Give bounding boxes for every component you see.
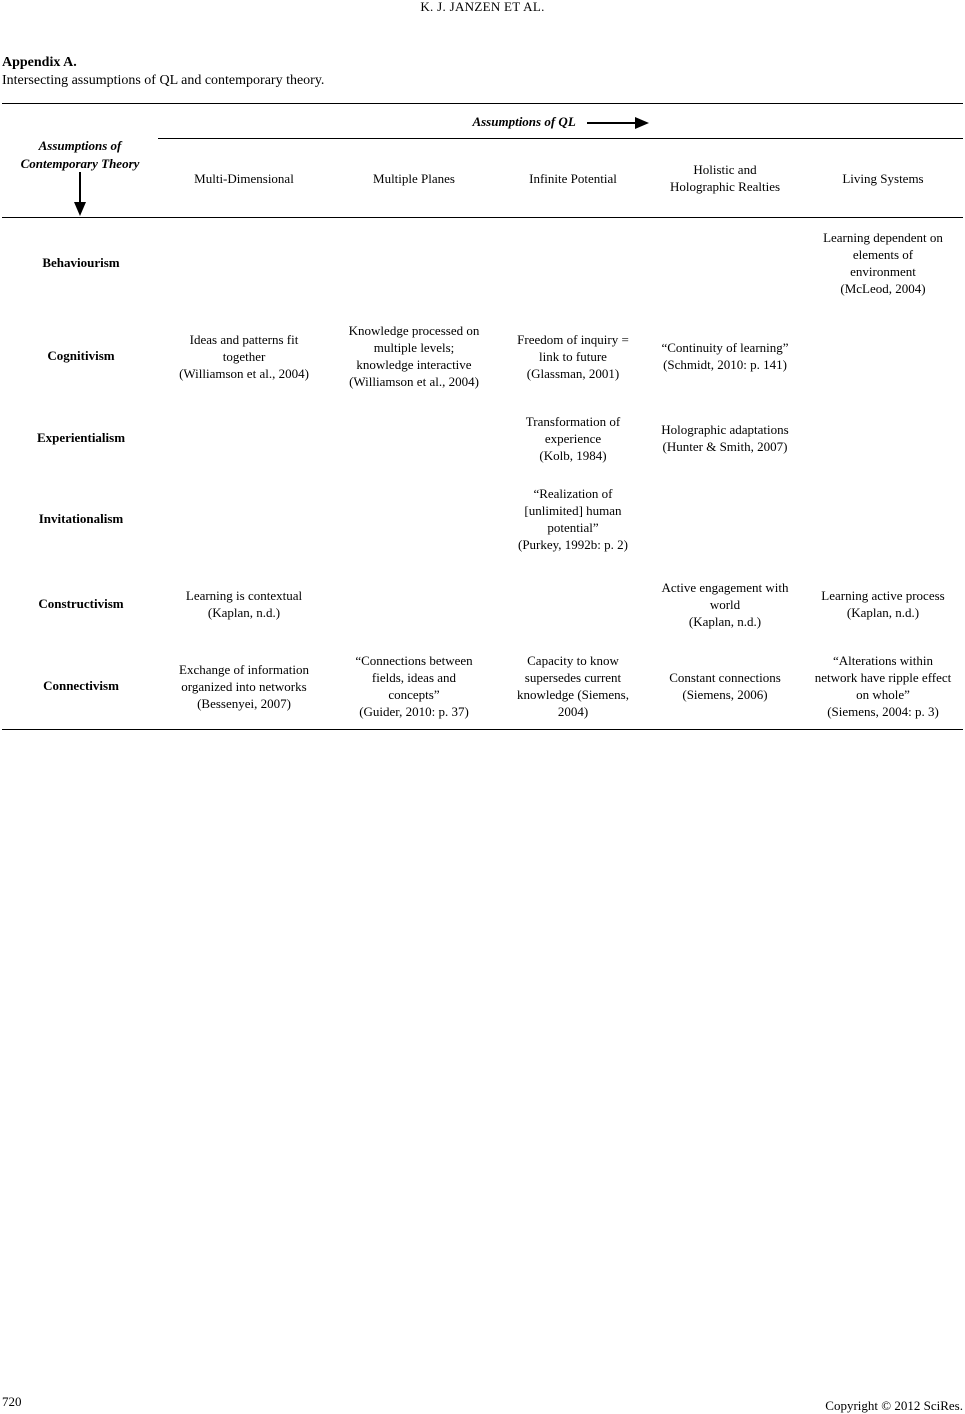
- row-label: Connectivism: [43, 678, 119, 693]
- table-top-rule: [2, 103, 963, 104]
- column-header: Living Systems: [842, 170, 924, 186]
- table-cell: Learning is contextual (Kaplan, n.d.): [185, 588, 303, 620]
- table-cell: Knowledge processed on multiple levels; knowledge interactive (Williamson et al., 2004): [348, 323, 480, 389]
- table-cell: Learning active process (Kaplan, n.d.): [821, 588, 945, 620]
- table-cell: Learning dependent on elements of environment (McLeod, 2004): [823, 230, 943, 296]
- contemporary-theory-header: Assumptions of Contemporary Theory: [20, 138, 140, 171]
- table-cell: “Realization of [unlimited] human potential” (Purkey, 1992b: p. 2): [517, 486, 628, 552]
- ql-assumptions-header: [158, 114, 963, 130]
- row-label: Constructivism: [38, 596, 124, 611]
- table-cell: Holographic adaptations (Hunter & Smith, 2007): [661, 422, 789, 454]
- copyright-notice: Copyright © 2012 SciRes.: [825, 1398, 963, 1413]
- table-cell: Constant connections (Siemens, 2006): [669, 670, 781, 702]
- arrow-down-icon: [72, 172, 88, 216]
- row-label: Invitationalism: [38, 511, 124, 526]
- page-number: 720: [2, 1394, 22, 1409]
- row-label: Behaviourism: [42, 255, 120, 270]
- running-head: K. J. JANZEN ET AL.: [420, 0, 545, 14]
- table-header-rule: [2, 217, 963, 218]
- table-cell: “Alterations within network have ripple effect on whole” (Siemens, 2004: p. 3): [814, 653, 952, 719]
- appendix-title: Appendix A.: [2, 55, 77, 70]
- table-cell: Freedom of inquiry = link to future (Glassman, 2001): [517, 331, 629, 381]
- ql-assumptions-label: Assumptions of QL: [472, 114, 576, 129]
- arrow-right-icon: [587, 116, 649, 130]
- column-header: Multiple Planes: [373, 170, 455, 186]
- column-header: Holistic and Holographic Realties: [669, 162, 781, 194]
- table-bottom-rule: [2, 729, 963, 730]
- appendix-caption: Intersecting assumptions of QL and contemporary theory.: [2, 73, 325, 88]
- table-cell: Active engagement with world (Kaplan, n.d.): [661, 579, 789, 629]
- row-label: Experientialism: [36, 430, 126, 445]
- table-cell: Transformation of experience (Kolb, 1984): [525, 413, 621, 463]
- table-cell: Ideas and patterns fit together (Williamson et al., 2004): [179, 331, 309, 381]
- table-cell: Capacity to know supersedes current knowledge (Siemens, 2004): [517, 653, 629, 719]
- table-cell: “Connections between fields, ideas and concepts” (Guider, 2010: p. 37): [355, 653, 473, 719]
- column-header: Multi-Dimensional: [194, 170, 294, 186]
- table-cell: Exchange of information organized into networks (Bessenyei, 2007): [179, 661, 309, 711]
- column-header: Infinite Potential: [529, 170, 617, 186]
- table-spanner-rule: [158, 138, 963, 139]
- table-cell: “Continuity of learning” (Schmidt, 2010: p. 141): [661, 340, 789, 372]
- row-label: Cognitivism: [47, 348, 115, 363]
